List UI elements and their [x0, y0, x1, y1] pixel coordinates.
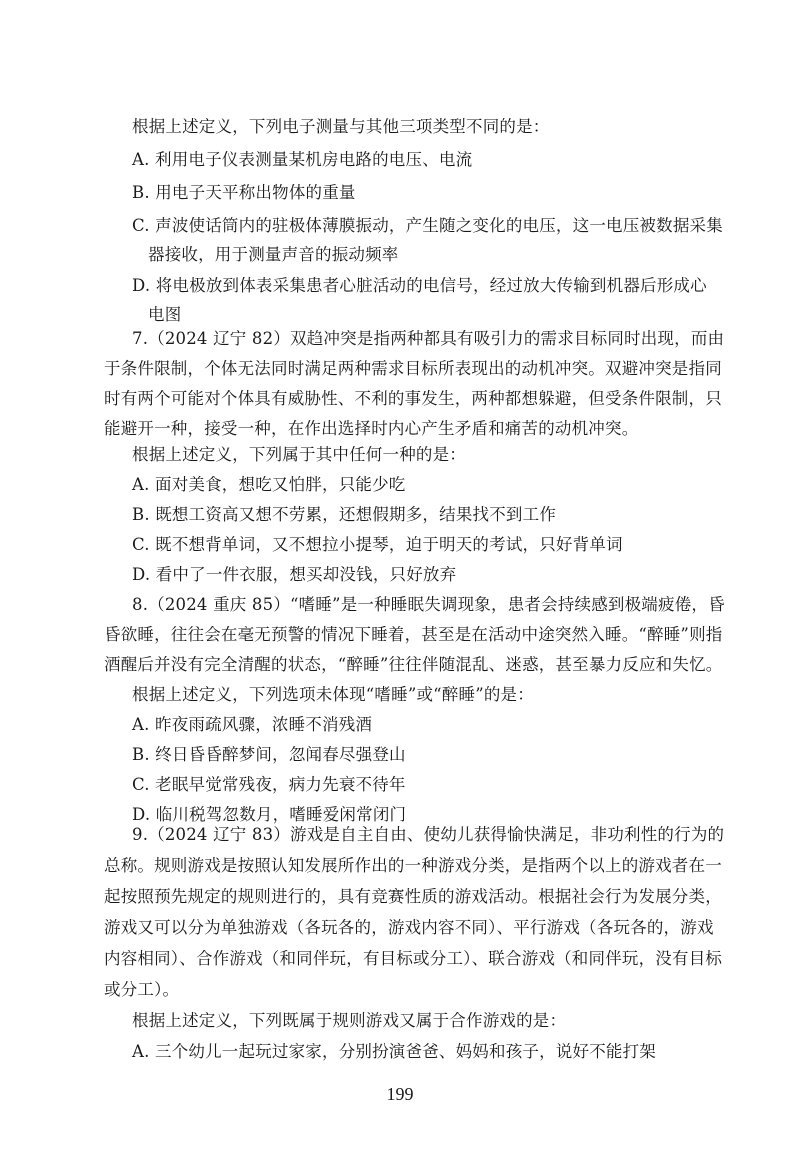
- q7-option-d: D. 看中了一件衣服，想买却没钱，只好放弃: [132, 565, 457, 584]
- question-8-line-1: 8.（2024 重庆 85）“嗜睡”是一种睡眠失调现象，患者会持续感到极端疲倦，昏: [132, 595, 725, 614]
- q8-option-c: C. 老眠早觉常残夜，病力先衰不待年: [132, 775, 406, 794]
- question-7-line-1: 7.（2024 辽宁 82）双趋冲突是指两种都具有吸引力的需求目标同时出现，而由: [132, 329, 725, 348]
- question-9-line-3: 起按照预先规定的规则进行的，具有竞赛性质的游戏活动。根据社会行为发展分类，: [104, 887, 722, 906]
- q6-option-b: B. 用电子天平称出物体的重量: [132, 183, 356, 202]
- q6-option-d-cont: 电图: [148, 305, 182, 324]
- question-8-stem: 根据上述定义，下列选项未体现“嗜睡”或“醉睡”的是：: [132, 685, 534, 704]
- question-6-stem: 根据上述定义，下列电子测量与其他三项类型不同的是：: [132, 117, 550, 136]
- question-9-line-1: 9.（2024 辽宁 83）游戏是自主自由、使幼儿获得愉快满足，非功利性的行为的: [132, 825, 725, 844]
- q9-option-a: A. 三个幼儿一起玩过家家，分别扮演爸爸、妈妈和孩子，说好不能打架: [132, 1042, 657, 1061]
- question-7-line-4: 能避开一种，接受一种，在作出选择时内心产生矛盾和痛苦的动机冲突。: [104, 419, 639, 438]
- q6-option-a: A. 利用电子仪表测量某机房电路的电压、电流: [132, 150, 473, 169]
- q8-option-a: A. 昨夜雨疏风骤，浓睡不消残酒: [132, 715, 373, 734]
- question-9-line-6: 或分工）。: [104, 980, 180, 999]
- question-9-line-5: 内容相同）、合作游戏（和同伴玩，有目标或分工）、联合游戏（和同伴玩，没有目标: [104, 949, 723, 968]
- question-8-line-3: 酒醒后并没有完全清醒的状态，“醉睡”往往伴随混乱、迷惑，甚至暴力反应和失忆。: [104, 655, 723, 674]
- question-7-line-3: 时有两个可能对个体具有威胁性、不利的事发生，两种都想躲避，但受条件限制，只: [104, 389, 722, 408]
- page-number: 199: [386, 1084, 414, 1104]
- q8-option-b: B. 终日昏昏醉梦间，忽闻春尽强登山: [132, 745, 406, 764]
- q7-option-b: B. 既想工资高又想不劳累，还想假期多，结果找不到工作: [132, 505, 557, 524]
- q6-option-d: D. 将电极放到体表采集患者心脏活动的电信号，经过放大传输到机器后形成心: [132, 276, 707, 295]
- question-8-line-2: 昏欲睡，往往会在毫无预警的情况下睡着，甚至是在活动中途突然入睡。“醉睡”则指: [104, 625, 723, 644]
- q6-option-c-cont: 器接收，用于测量声音的振动频率: [148, 245, 399, 264]
- q7-option-c: C. 既不想背单词，又不想拉小提琴，迫于明天的考试，只好背单词: [132, 535, 623, 554]
- q6-option-c: C. 声波使话筒内的驻极体薄膜振动，产生随之变化的电压，这一电压被数据采集: [132, 216, 723, 235]
- q7-option-a: A. 面对美食，想吃又怕胖，只能少吃: [132, 475, 406, 494]
- question-9-line-4: 游戏又可以分为单独游戏（各玩各的，游戏内容不同）、平行游戏（各玩各的，游戏: [104, 918, 714, 937]
- question-9-stem: 根据上述定义，下列既属于规则游戏又属于合作游戏的是：: [132, 1011, 567, 1030]
- question-9-line-2: 总称。规则游戏是按照认知发展所作出的一种游戏分类，是指两个以上的游戏者在一: [104, 856, 722, 875]
- question-7-line-2: 于条件限制，个体无法同时满足两种需求目标所表现出的动机冲突。双避冲突是指同: [104, 359, 722, 378]
- q8-option-d: D. 临川税驾忽数月，嗜睡爱闲常闭门: [132, 805, 407, 824]
- question-7-stem: 根据上述定义，下列属于其中任何一种的是：: [132, 445, 466, 464]
